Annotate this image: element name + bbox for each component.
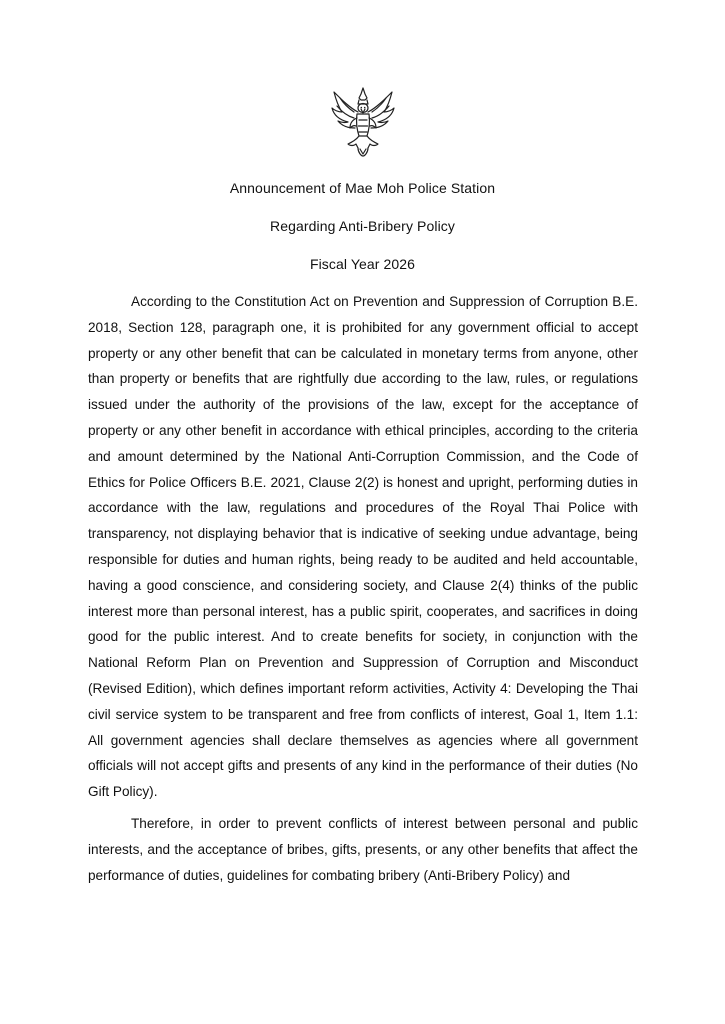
body-paragraph-2 [88,811,638,888]
garuda-emblem-icon [328,86,398,158]
announcement-title: Announcement of Mae Moh Police Station [229,180,496,196]
paragraph-2-text: Therefore, in order to prevent conflicts of interest between personal and public interests, and the acceptance of bribes, gifts, presents, or any other benefits that affect the performance of duties, guidelines for combating bribery (Anti-Bribery Policy) and [88,816,638,883]
body-paragraph-1 [88,289,638,805]
fiscal-year: Fiscal Year 2026 [309,256,416,272]
announcement-subject: Regarding Anti-Bribery Policy [270,218,455,234]
paragraph-1-text: According to the Constitution Act on Prevention and Suppression of Corruption B.E. 2018, Section 128, paragraph one, it is prohibited for any government official to accept property or any other benefit that can be calculated in monetary terms from anyone, other than property or benefits that are rightfully due according to the law, rules, or regulations issued under the authority of the provisions of the law, except for the acceptance of property or any other benefit in accordance with ethical principles, according to the criteria and amount determined by the National Anti-Corruption Commission, and the Code of Ethics for Police Officers B.E. 2021, Clause 2(2) is honest and upright, performing duties in accordance with the law, regulations and procedures of the Royal Thai Police with transparency, not displaying behavior that is indicative of seeking undue advantage, being responsible for duties and human rights, being ready to be audited and held accountable, having a good conscience, and considering society, and Clause 2(4) thinks of the public interest more than personal interest, has a public spirit, cooperates, and sacrifices in doing good for the public interest. And to create benefits for society, in conjunction with the National Reform Plan on Prevention and Suppression of Corruption and Misconduct (Revised Edition), which defines important reform activities, Activity 4: Developing the Thai civil service system to be transparent and free from conflicts of interest, Goal 1, Item 1.1: All government agencies shall declare themselves as agencies where all government officials will not accept gifts and presents of any kind in the performance of their duties (No Gift Policy). [88,294,638,800]
